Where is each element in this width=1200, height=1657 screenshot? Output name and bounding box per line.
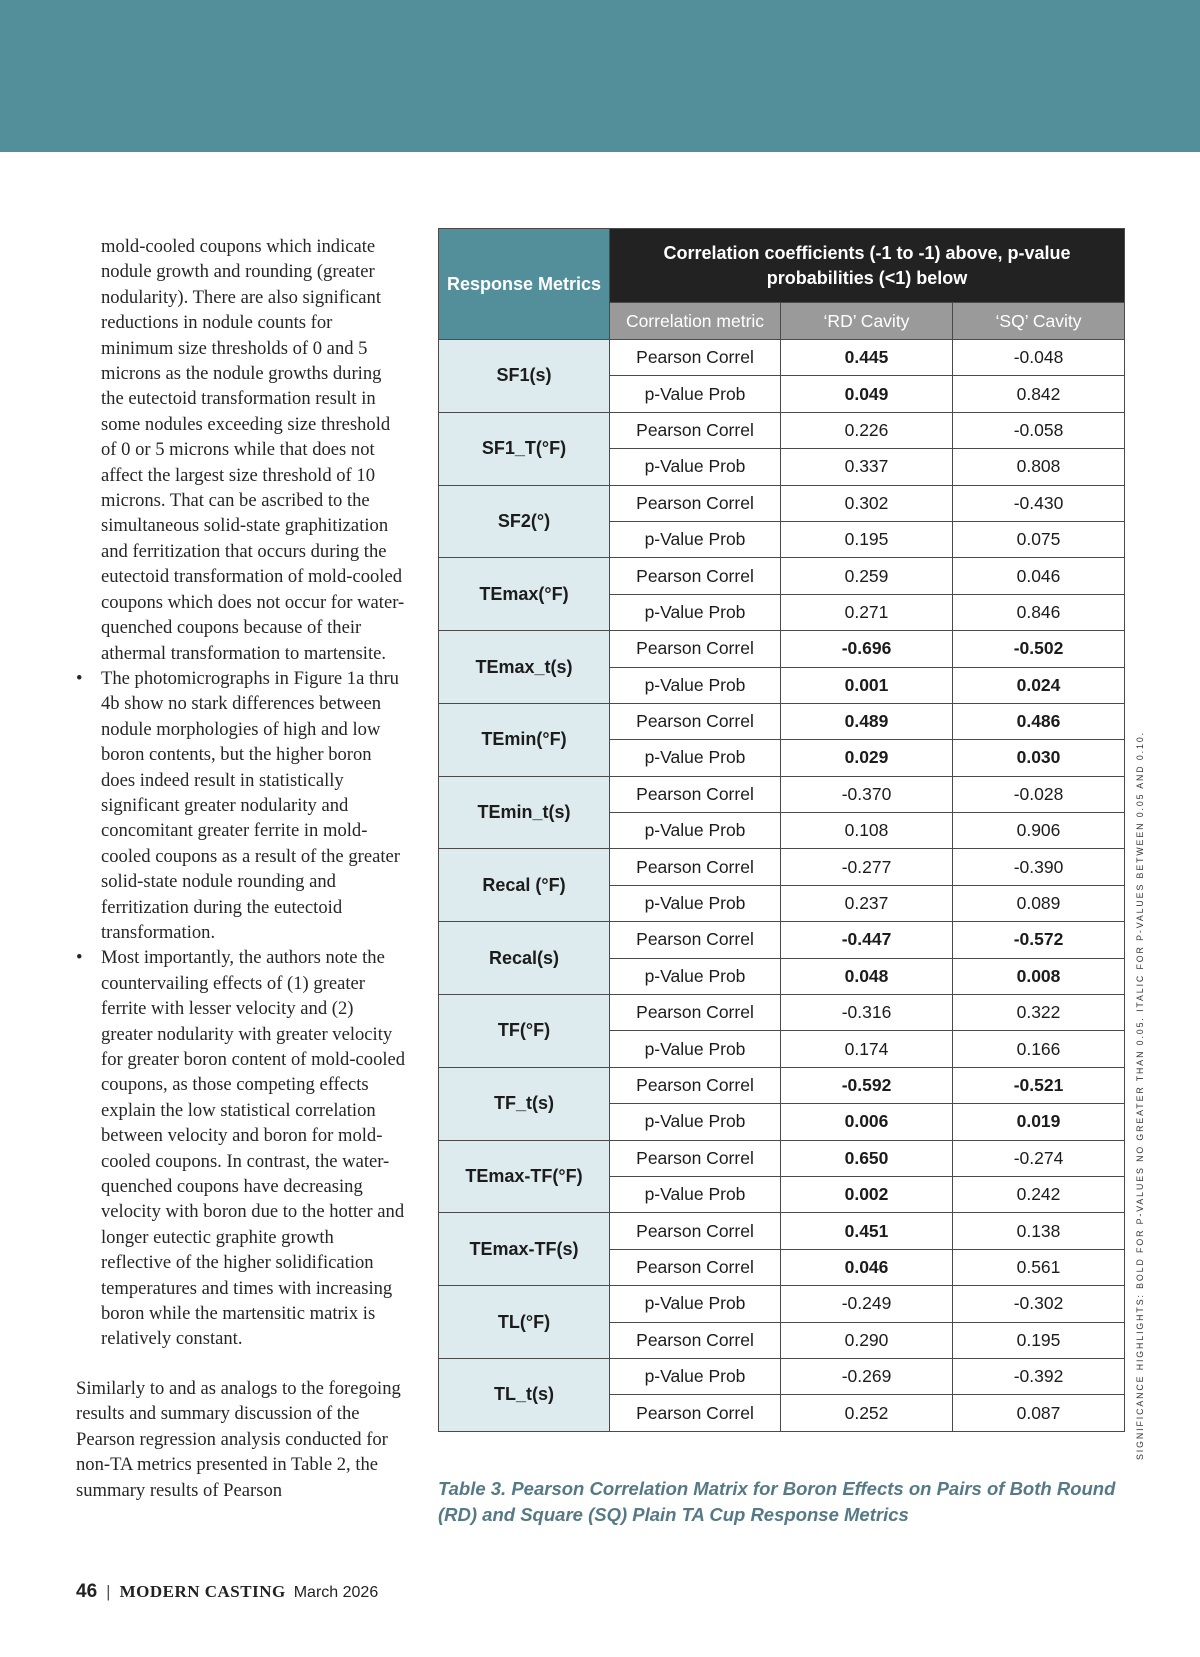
correlation-metric-cell: p-Value Prob [610, 958, 781, 994]
table-row [439, 1358, 1125, 1394]
rd-cavity-value: -0.370 [781, 776, 953, 812]
rd-cavity-value: 0.195 [781, 521, 953, 557]
issue-date: March 2026 [293, 1584, 379, 1601]
response-metric-cell: TEmax_t(s) [439, 631, 610, 704]
correlation-header: Correlation coefficients (-1 to -1) above, p-value probabilities (<1) below [610, 229, 1125, 303]
column-header: ‘RD’ Cavity [781, 303, 953, 340]
sq-cavity-value: -0.390 [953, 849, 1125, 885]
bullet-item [76, 666, 406, 945]
sq-cavity-value: 0.808 [953, 449, 1125, 485]
sq-cavity-value: 0.842 [953, 376, 1125, 412]
response-metric-cell: SF1(s) [439, 340, 610, 413]
response-metric-cell: TL(°F) [439, 1286, 610, 1359]
rd-cavity-value: 0.002 [781, 1176, 953, 1212]
correlation-metric-cell: p-Value Prob [610, 1286, 781, 1322]
sq-cavity-value: 0.561 [953, 1249, 1125, 1285]
correlation-metric-cell: Pearson Correl [610, 1140, 781, 1176]
sq-cavity-value: 0.322 [953, 995, 1125, 1031]
table-row [439, 558, 1125, 594]
rd-cavity-value: 0.049 [781, 376, 953, 412]
correlation-metric-cell: Pearson Correl [610, 485, 781, 521]
correlation-metric-cell: Pearson Correl [610, 412, 781, 448]
bullet-text: Most importantly, the authors note the countervailing effects of (1) greater ferrite with lesser velocity and (2) greater nodularity with greater velocity for greater boron content of mold-cooled coupons, as those competing effects explain the low statistical correlation between velocity and boron for mold-cooled coupons. In contrast, the water-quenched coupons have decreasing velocity with boron due to the hotter and longer eutectic graphite growth reflective of the higher solidification temperatures and times with increasing boron while the martensitic matrix is relatively constant. [101, 947, 406, 1350]
correlation-metric-cell: p-Value Prob [610, 740, 781, 776]
sq-cavity-value: 0.195 [953, 1322, 1125, 1358]
bullet-dot-icon: • [76, 667, 83, 689]
sq-cavity-value: 0.046 [953, 558, 1125, 594]
sq-cavity-value: 0.242 [953, 1176, 1125, 1212]
rd-cavity-value: 0.271 [781, 594, 953, 630]
response-metric-cell: TEmax-TF(°F) [439, 1140, 610, 1213]
sq-cavity-value: -0.058 [953, 412, 1125, 448]
table-row [439, 1213, 1125, 1249]
correlation-metric-cell: p-Value Prob [610, 376, 781, 412]
sq-cavity-value: 0.075 [953, 521, 1125, 557]
body-paragraph: mold-cooled coupons which indicate nodule growth and rounding (greater nodularity). There are also significant reductions in nodule counts for minimum size thresholds of 0 and 5 microns as the nodule growths during the eutectoid transformation result in some nodules exceeding size threshold of 0 or 5 microns while that does not affect the largest size threshold of 10 microns. That can be ascribed to the simultaneous solid-state graphitization and ferritization that occurs during the eutectoid transformation of mold-cooled coupons which does not occur for water-quenched coupons because of their athermal transformation to martensite. [101, 236, 405, 664]
correlation-metric-cell: Pearson Correl [610, 340, 781, 376]
sq-cavity-value: 0.030 [953, 740, 1125, 776]
page-number: 46 [76, 1581, 98, 1602]
rd-cavity-value: 0.226 [781, 412, 953, 448]
sq-cavity-value: -0.302 [953, 1286, 1125, 1322]
rd-cavity-value: -0.316 [781, 995, 953, 1031]
table-row [439, 776, 1125, 812]
response-metric-cell: TL_t(s) [439, 1358, 610, 1431]
rd-cavity-value: -0.269 [781, 1358, 953, 1394]
sq-cavity-value: -0.274 [953, 1140, 1125, 1176]
response-metric-cell: TF(°F) [439, 995, 610, 1068]
rd-cavity-value: 0.006 [781, 1104, 953, 1140]
response-metric-cell: SF1_T(°F) [439, 412, 610, 485]
sq-cavity-value: 0.846 [953, 594, 1125, 630]
correlation-metric-cell: p-Value Prob [610, 1176, 781, 1212]
rd-cavity-value: 0.046 [781, 1249, 953, 1285]
sq-cavity-value: -0.028 [953, 776, 1125, 812]
table-row [439, 1286, 1125, 1322]
correlation-metric-cell: Pearson Correl [610, 1395, 781, 1431]
rd-cavity-value: 0.451 [781, 1213, 953, 1249]
rd-cavity-value: 0.445 [781, 340, 953, 376]
response-metric-cell: Recal (°F) [439, 849, 610, 922]
table-row [439, 412, 1125, 448]
response-metric-cell: TEmax(°F) [439, 558, 610, 631]
sq-cavity-value: 0.089 [953, 885, 1125, 921]
rd-cavity-value: -0.277 [781, 849, 953, 885]
sq-cavity-value: -0.430 [953, 485, 1125, 521]
table-caption: Table 3. Pearson Correlation Matrix for Boron Effects on Pairs of Both Round (RD) and Square (SQ) Plain TA Cup Response Metrics [438, 1478, 1116, 1525]
correlation-metric-cell: p-Value Prob [610, 885, 781, 921]
rd-cavity-value: 0.259 [781, 558, 953, 594]
sq-cavity-value: -0.048 [953, 340, 1125, 376]
table-row [439, 922, 1125, 958]
rd-cavity-value: 0.174 [781, 1031, 953, 1067]
rd-cavity-value: 0.302 [781, 485, 953, 521]
sq-cavity-value: 0.138 [953, 1213, 1125, 1249]
rd-cavity-value: 0.001 [781, 667, 953, 703]
table-row [439, 1067, 1125, 1103]
correlation-metric-cell: p-Value Prob [610, 1358, 781, 1394]
header-band [0, 0, 1200, 152]
magazine-name: MODERN CASTING [119, 1582, 286, 1601]
footer-separator: | [106, 1582, 111, 1601]
correlation-metric-cell: Pearson Correl [610, 849, 781, 885]
correlation-metric-cell: p-Value Prob [610, 521, 781, 557]
table-row [439, 995, 1125, 1031]
correlation-metric-cell: Pearson Correl [610, 1067, 781, 1103]
correlation-metric-cell: Pearson Correl [610, 558, 781, 594]
response-metric-cell: TEmin(°F) [439, 703, 610, 776]
correlation-metric-cell: Pearson Correl [610, 1213, 781, 1249]
rd-cavity-value: 0.237 [781, 885, 953, 921]
response-metric-cell: TEmin_t(s) [439, 776, 610, 849]
sq-cavity-value: -0.392 [953, 1358, 1125, 1394]
correlation-metric-cell: p-Value Prob [610, 1031, 781, 1067]
correlation-matrix-table [438, 228, 1125, 1432]
sq-cavity-value: 0.024 [953, 667, 1125, 703]
column-header: Correlation metric [610, 303, 781, 340]
sq-cavity-value: 0.019 [953, 1104, 1125, 1140]
column-header: ‘SQ’ Cavity [953, 303, 1125, 340]
body-text-column [76, 234, 406, 1503]
rd-cavity-value: 0.108 [781, 813, 953, 849]
sq-cavity-value: 0.008 [953, 958, 1125, 994]
sq-cavity-value: -0.521 [953, 1067, 1125, 1103]
response-metrics-header: Response Metrics [439, 229, 610, 340]
sq-cavity-value: 0.486 [953, 703, 1125, 739]
correlation-metric-cell: Pearson Correl [610, 1322, 781, 1358]
correlation-metric-cell: Pearson Correl [610, 922, 781, 958]
table-row [439, 703, 1125, 739]
rd-cavity-value: 0.290 [781, 1322, 953, 1358]
page-footer [76, 1581, 378, 1603]
correlation-metric-cell: p-Value Prob [610, 449, 781, 485]
rd-cavity-value: -0.592 [781, 1067, 953, 1103]
correlation-metric-cell: Pearson Correl [610, 1249, 781, 1285]
sq-cavity-value: -0.502 [953, 631, 1125, 667]
sq-cavity-value: 0.087 [953, 1395, 1125, 1431]
correlation-metric-cell: p-Value Prob [610, 594, 781, 630]
sq-cavity-value: -0.572 [953, 922, 1125, 958]
rd-cavity-value: -0.249 [781, 1286, 953, 1322]
sq-cavity-value: 0.906 [953, 813, 1125, 849]
response-metric-cell: TEmax-TF(s) [439, 1213, 610, 1286]
rd-cavity-value: 0.489 [781, 703, 953, 739]
table-row [439, 631, 1125, 667]
significance-note: SIGNIFICANCE HIGHLIGHTS: BOLD FOR P-VALUES NO GREATER THAN 0.05. ITALIC FOR P-VALUES BETWEEN 0.05 AND 0.10. [1135, 731, 1145, 1460]
rd-cavity-value: -0.696 [781, 631, 953, 667]
correlation-metric-cell: p-Value Prob [610, 667, 781, 703]
rd-cavity-value: 0.029 [781, 740, 953, 776]
bullet-text: The photomicrographs in Figure 1a thru 4b show no stark differences between nodule morphologies of high and low boron contents, but the higher boron does indeed result in statistically significant greater nodularity and concomitant greater ferrite in mold-cooled coupons as a result of the greater solid-state nodule rounding and ferritization during the eutectoid transformation. [101, 667, 400, 943]
response-metric-cell: Recal(s) [439, 922, 610, 995]
table-row [439, 849, 1125, 885]
response-metric-cell: SF2(°) [439, 485, 610, 558]
rd-cavity-value: 0.252 [781, 1395, 953, 1431]
correlation-metric-cell: Pearson Correl [610, 703, 781, 739]
rd-cavity-value: 0.048 [781, 958, 953, 994]
correlation-metric-cell: p-Value Prob [610, 1104, 781, 1140]
sq-cavity-value: 0.166 [953, 1031, 1125, 1067]
correlation-metric-cell: Pearson Correl [610, 776, 781, 812]
table-row [439, 1140, 1125, 1176]
rd-cavity-value: 0.337 [781, 449, 953, 485]
rd-cavity-value: -0.447 [781, 922, 953, 958]
rd-cavity-value: 0.650 [781, 1140, 953, 1176]
correlation-metric-cell: p-Value Prob [610, 813, 781, 849]
correlation-metric-cell: Pearson Correl [610, 995, 781, 1031]
bullet-dot-icon: • [76, 947, 83, 969]
correlation-metric-cell: Pearson Correl [610, 631, 781, 667]
table-row [439, 340, 1125, 376]
table-row [439, 485, 1125, 521]
response-metric-cell: TF_t(s) [439, 1067, 610, 1140]
body-paragraph: Similarly to and as analogs to the foregoing results and summary discussion of the Pearson regression analysis conducted for non-TA metrics presented in Table 2, the summary results of Pearson [76, 1377, 401, 1501]
bullet-item [76, 945, 406, 1352]
